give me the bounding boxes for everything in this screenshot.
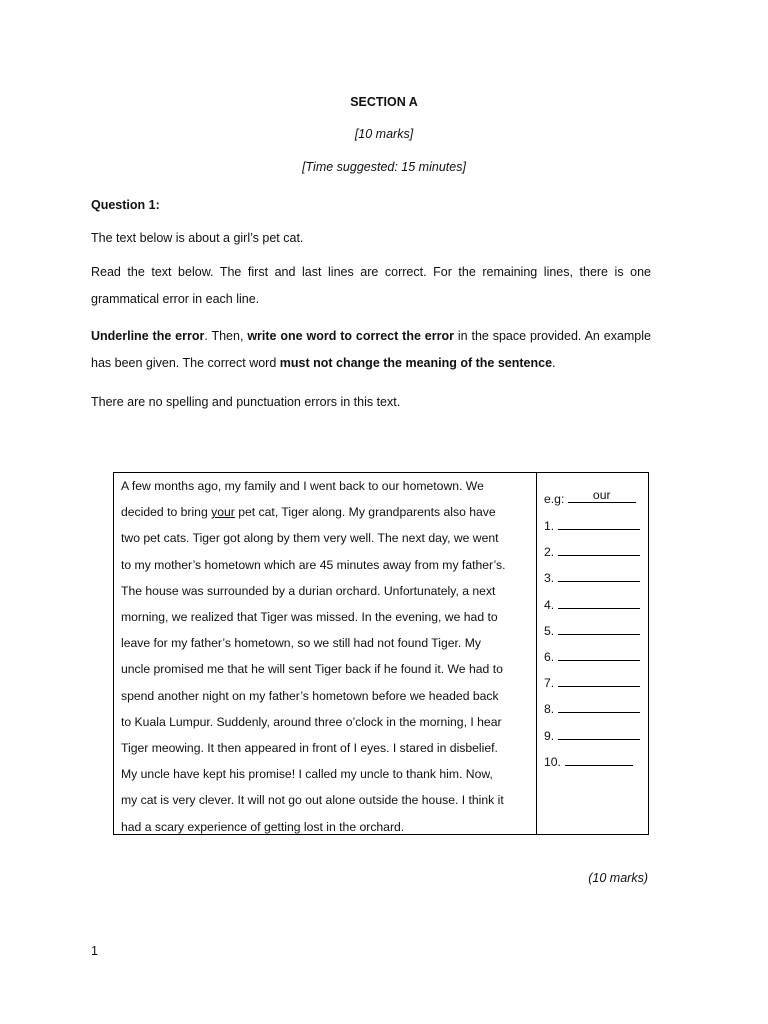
answer-number: 6. <box>544 650 555 664</box>
instruction-bold-3: must not change the meaning of the sentence <box>279 356 553 370</box>
answer-blank[interactable] <box>565 754 633 766</box>
passage-line: The house was surrounded by a durian orchard. Unfortunately, a next <box>121 583 496 598</box>
passage-line-part: pet cat, Tiger along. My grandparents also have <box>234 505 496 520</box>
page-number: 1 <box>91 944 98 958</box>
instruction-text-1: . Then, <box>204 329 248 343</box>
passage-line: my cat is very clever. It will not go out alone outside the house. I think it <box>121 793 504 808</box>
time-suggested: [Time suggested: 15 minutes] <box>302 160 466 174</box>
answer-blank[interactable] <box>558 518 640 530</box>
passage-line: morning, we realized that Tiger was missed. In the evening, we had to <box>121 610 498 625</box>
answer-number: 2. <box>544 545 555 560</box>
note-text: There are no spelling and punctuation errors in this text. <box>91 395 401 409</box>
example-answer-row <box>544 488 636 506</box>
section-marks: [10 marks] <box>354 127 414 141</box>
answer-row <box>544 623 640 638</box>
passage-line: uncle promised me that he will sent Tiger back if he found it. We had to <box>121 662 503 677</box>
answer-row <box>544 518 640 533</box>
passage-line: A few months ago, my family and I went back to our hometown. We <box>121 479 484 493</box>
passage-text <box>121 473 533 840</box>
table-divider <box>536 473 537 834</box>
question-intro: The text below is about a girl’s pet cat. <box>91 231 304 245</box>
read-instruction: Read the text below. The first and last lines are correct. For the remaining lines, there is one grammatical error in each line. <box>91 265 651 306</box>
question-label: Question 1: <box>91 198 160 212</box>
answer-number: 4. <box>544 597 555 612</box>
instruction-bold-2: write one word to correct the error <box>247 329 454 343</box>
answer-row <box>544 701 640 716</box>
total-marks: (10 marks) <box>588 871 648 885</box>
answer-number: 9. <box>544 728 555 743</box>
answer-number: 10. <box>544 754 561 769</box>
answer-blank[interactable] <box>558 570 640 582</box>
answer-blank[interactable] <box>558 623 640 635</box>
answer-blank[interactable] <box>558 701 640 713</box>
passage-line: to Kuala Lumpur. Suddenly, around three o’clock in the morning, I hear <box>121 714 502 729</box>
answer-blank[interactable] <box>558 649 640 661</box>
underline-instruction <box>91 323 651 377</box>
answer-number: 5. <box>544 623 555 638</box>
answer-row <box>544 728 640 743</box>
instruction-text-3: . <box>552 356 556 370</box>
passage-line: spend another night on my father’s hometown before we headed back <box>121 688 499 703</box>
answer-row <box>544 597 640 612</box>
answer-row <box>544 544 640 559</box>
passage-line: had a scary experience of getting lost in the orchard. <box>121 819 405 834</box>
passage-line: My uncle have kept his promise! I called my uncle to thank him. Now, <box>121 767 493 782</box>
section-title: SECTION A <box>350 95 418 109</box>
instruction-bold-1: Underline the error <box>91 329 205 343</box>
example-label: e.g: <box>544 492 565 506</box>
answer-number: 7. <box>544 676 555 691</box>
answer-row <box>544 754 633 769</box>
passage-line <box>121 499 533 525</box>
answer-row <box>544 675 640 690</box>
answer-blank[interactable] <box>558 597 640 609</box>
example-answer-blank <box>568 488 636 503</box>
passage-line: leave for my father’s hometown, so we still had not found Tiger. My <box>121 636 481 651</box>
answer-blank[interactable] <box>558 675 640 687</box>
instruction-text-2: in the space provided. An example has been given. The correct word <box>91 329 651 370</box>
answer-row <box>544 570 640 585</box>
example-error-word: your <box>211 505 235 520</box>
answer-number: 1. <box>544 519 555 533</box>
passage-line-part: decided to bring <box>121 505 212 520</box>
answer-row <box>544 649 640 664</box>
answer-number: 8. <box>544 702 555 717</box>
passage-line: to my mother’s hometown which are 45 minutes away from my father’s. <box>121 557 506 572</box>
answer-blank[interactable] <box>558 544 640 556</box>
answer-number: 3. <box>544 571 555 586</box>
passage-line: Tiger meowing. It then appeared in front of I eyes. I stared in disbelief. <box>121 741 498 756</box>
error-correction-table <box>113 472 649 835</box>
passage-line: two pet cats. Tiger got along by them very well. The next day, we went <box>121 531 499 546</box>
example-answer: our <box>592 488 611 502</box>
answer-blank[interactable] <box>558 728 640 740</box>
